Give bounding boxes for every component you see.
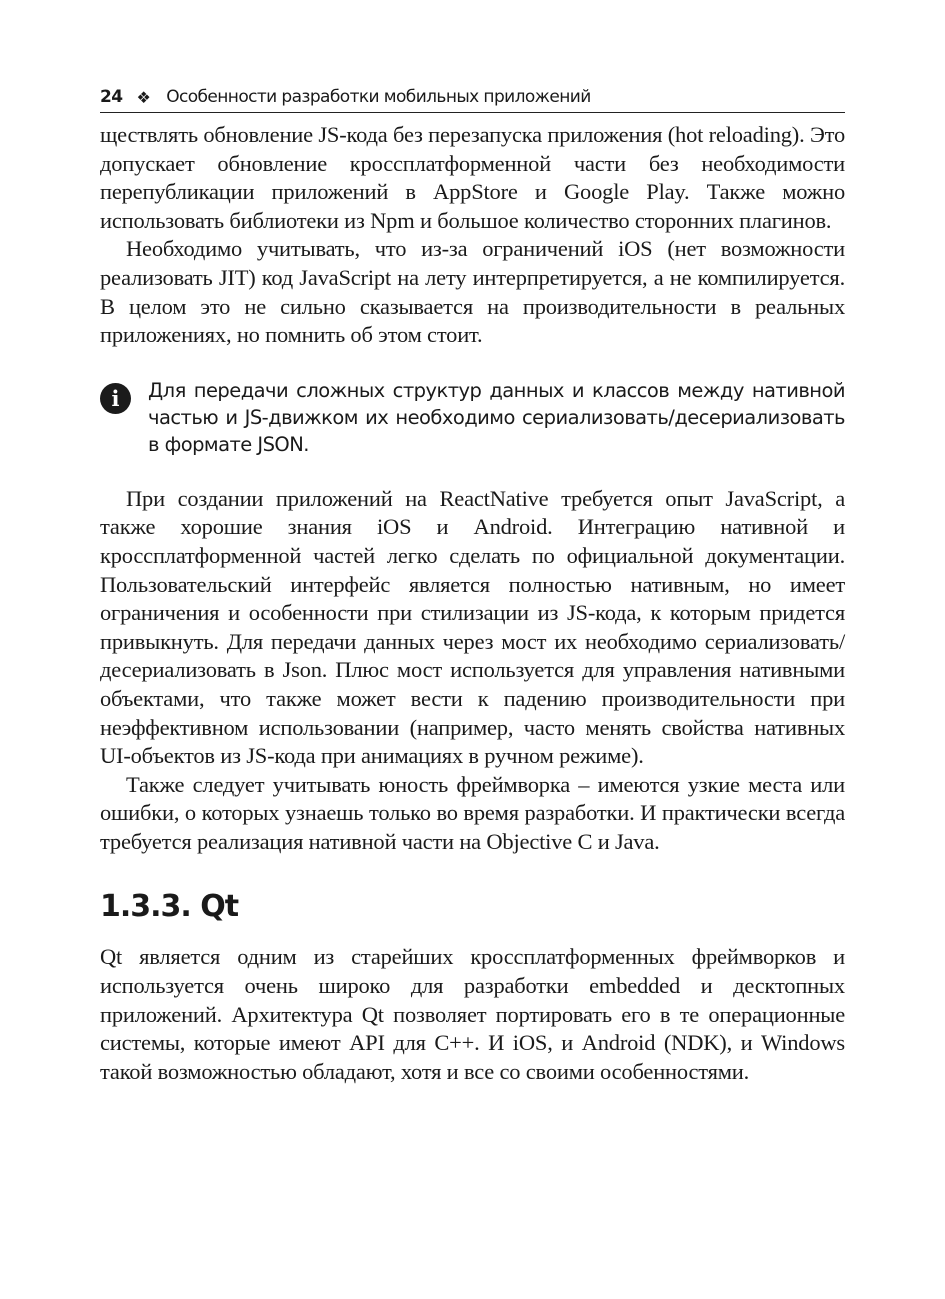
text-block-top	[100, 121, 845, 350]
paragraph: Необходимо учитывать, что из-за ограничений iOS (нет возможности реализовать JIT) код JavaScript на лету интерпретируется, а не компилируется. В целом это не сильно сказывается на производительности в реальных приложениях, но помнить об этом стоит.	[100, 236, 845, 348]
note-text: Для передачи сложных структур данных и классов между нативной частью и JS-движком их необходимо сериализовать/десериализовать в формате JSON.	[148, 378, 845, 456]
book-page	[100, 82, 845, 1086]
paragraph: Qt является одним из старейших кроссплатформенных фреймворков и используется очень широко для разработки embedded и десктопных приложений. Архитектура Qt позволяет портировать его в те операционные системы, которые имеют API для C++. И iOS, и Android (NDK), и Windows такой возможностью обладают, хотя и все со своими особенностями.	[100, 944, 845, 1084]
text-block-section	[100, 943, 845, 1086]
paragraph: ществлять обновление JS-кода без перезапуска приложения (hot reloading). Это допускает обновление кроссплатформенной части без необходимости перепубликации приложений в AppStore и Google Play. Также можно использовать библиотеки из Npm и большое количество сторонних плагинов.	[100, 122, 845, 233]
paragraph: Также следует учитывать юность фреймворка – имеются узкие места или ошибки, о которых узнаешь только во время разработки. И практически всегда требуется реализация нативной части на Objective C и Java.	[100, 771, 845, 854]
info-icon: i	[100, 383, 131, 414]
running-header	[100, 82, 845, 113]
ornament-icon: ❖	[136, 87, 151, 107]
section-heading: 1.3.3. Qt	[100, 889, 239, 925]
running-title: Особенности разработки мобильных приложений	[166, 87, 591, 107]
text-block-middle	[100, 485, 845, 857]
page-number: 24	[100, 87, 123, 107]
info-note	[100, 377, 845, 458]
paragraph: При создании приложений на ReactNative требуется опыт JavaScript, а также хорошие знания iOS и Android. Интеграцию нативной и кроссплатформенной частей легко сделать по официальной документации. Пользовательский интерфейс является полностью нативным, но имеет ограничения и особенности при стилизации из JS-кода, к которым придется привыкнуть. Для передачи данных через мост их необходимо сериализовать/десериализовать в Json. Плюс мост используется для управления нативными объектами, что также может вести к падению производительности при неэффективном использовании (например, часто менять свойства нативных UI-объектов из JS-кода при анимациях в ручном режиме).	[100, 485, 845, 769]
